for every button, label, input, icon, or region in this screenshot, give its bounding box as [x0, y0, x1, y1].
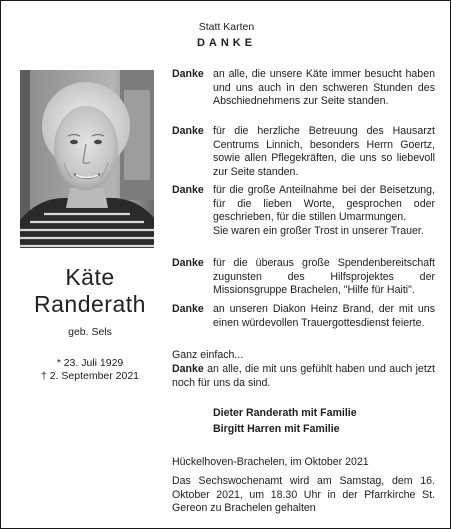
thanks-keyword: Danke — [172, 184, 204, 196]
thanks-paragraph — [172, 303, 435, 330]
mass-notice: Das Sechswochenamt wird am Samstag, dem 16. Oktober 2021, um 18.30 Uhr in der Pfarrkirche St. Gereon zu Brachelen gehalten — [172, 475, 435, 515]
last-name: Randerath — [34, 291, 146, 317]
thanks-paragraph — [172, 125, 435, 179]
thanks-text: für die herzliche Betreuung des Hausarzt Centrums Linnich, besonders Herrn Goertz, sowie allen Pflegekräften, die uns so liebevoll zur Seite standen. — [213, 125, 435, 178]
thanks-text: für die überaus große Spendenbereitschaft zugunsten des Hilfsprojektes der Missionsgruppe Brachelen, "Hilfe für Haiti". — [213, 257, 435, 297]
maiden-name: geb. Sels — [68, 326, 112, 338]
thanks-text: an unseren Diakon Heinz Brand, der mit uns einen würdevollen Trauergottesdienst feierte. — [213, 303, 435, 329]
closing-intro: Ganz einfach... — [172, 349, 244, 361]
first-name: Käte — [65, 264, 115, 290]
closing-text: an alle, die mit uns gefühlt haben und auch jetzt noch für uns da sind. — [172, 363, 436, 389]
thanks-text: an alle, die unsere Käte immer besucht haben und uns auch in den schweren Stunden des Abschiednehmens zur Seite standen. — [213, 68, 435, 108]
thanks-text: für die große Anteilnahme bei der Beisetzung, für die lieben Worte, gesprochen oder geschrieben, für die stillen Umarmungen. — [213, 184, 435, 224]
thanks-keyword: Danke — [172, 257, 204, 269]
thanks-keyword: Danke — [172, 68, 204, 80]
thanks-paragraph — [172, 257, 435, 298]
signature-line: Dieter Randerath mit Familie — [213, 407, 357, 419]
closing-paragraph — [172, 363, 435, 390]
signature-line: Birgitt Harren mit Familie — [213, 423, 340, 435]
thanks-extra-text: Sie waren ein großer Trost in unserer Trauer. — [213, 224, 424, 237]
header-title: DANKE — [196, 37, 257, 49]
portrait-photo — [20, 70, 154, 248]
birth-date: * 23. Juli 1929 — [56, 357, 124, 369]
place-date: Hückelhoven-Brachelen, im Oktober 2021 — [172, 456, 369, 468]
death-date: † 2. September 2021 — [40, 370, 140, 382]
thanks-keyword: Danke — [172, 125, 204, 137]
header-subtitle: Statt Karten — [198, 21, 255, 33]
thanks-keyword: Danke — [172, 303, 204, 315]
thanks-paragraph — [172, 184, 435, 238]
thanks-paragraph — [172, 68, 435, 109]
closing-keyword: Danke — [172, 363, 204, 375]
